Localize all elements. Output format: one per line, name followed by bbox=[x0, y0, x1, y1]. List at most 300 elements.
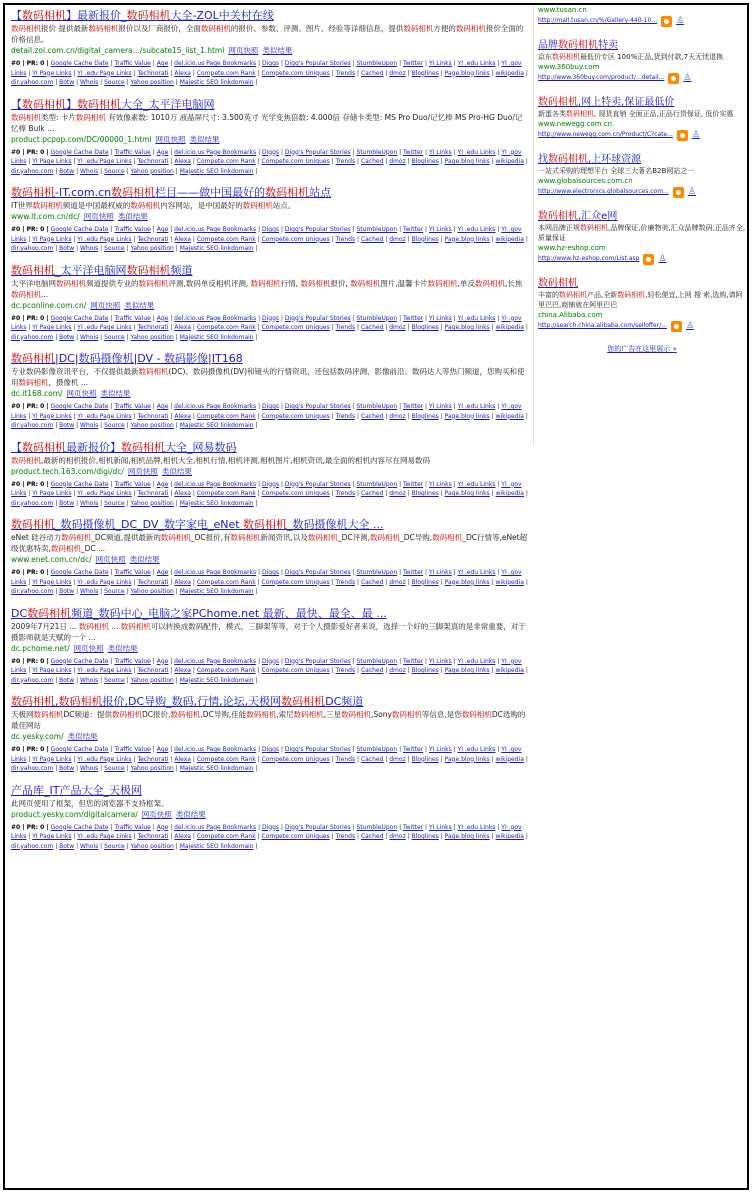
seo-metric-link[interactable]: Twitter bbox=[403, 823, 424, 831]
seo-metric-link[interactable]: Whois bbox=[80, 79, 99, 86]
seo-metric-link[interactable]: dmoz bbox=[389, 235, 406, 243]
seo-metric-link[interactable]: Yahoo position bbox=[130, 245, 174, 252]
seo-metric-link[interactable]: YI Links bbox=[428, 569, 452, 576]
seo-metric-link[interactable]: YI Page Links bbox=[32, 833, 72, 840]
result-title-link[interactable]: 【数码相机】数码相机大全_太平洋电脑网 bbox=[11, 97, 215, 111]
seo-metric-link[interactable]: Cached bbox=[360, 667, 384, 674]
result-cache-link[interactable]: 类似结果 bbox=[175, 809, 206, 819]
rss-icon[interactable] bbox=[673, 187, 684, 198]
seo-metric-link[interactable]: Majestic SEO linkdomain bbox=[179, 167, 254, 175]
seo-metric-link[interactable]: Twitter bbox=[403, 314, 424, 322]
seo-metric-link[interactable]: YI .edu Links bbox=[457, 480, 496, 488]
seo-metric-link[interactable]: Google Cache Date bbox=[50, 403, 109, 410]
seo-metric-link[interactable]: del.icio.us Page Bookmarks bbox=[174, 746, 257, 753]
seo-metric-link[interactable]: wikipedia bbox=[495, 235, 524, 243]
seo-metric-link[interactable]: Twitter bbox=[403, 569, 424, 576]
person-icon[interactable]: ♙ bbox=[691, 130, 700, 140]
seo-metric-link[interactable]: Twitter bbox=[403, 746, 424, 753]
seo-metric-link[interactable]: Alexa bbox=[174, 578, 191, 586]
seo-metric-link[interactable]: YI .gov Links bbox=[11, 569, 522, 586]
person-icon[interactable]: ♙ bbox=[676, 16, 685, 26]
seo-metric-link[interactable]: Majestic SEO linkdomain bbox=[179, 842, 254, 850]
seo-metric-link[interactable]: Compete.com Uniques bbox=[261, 235, 330, 243]
seo-metric-link[interactable]: Botw bbox=[59, 79, 75, 86]
seo-metric-link[interactable]: Source bbox=[104, 499, 125, 507]
seo-metric-link[interactable]: YI .gov Links bbox=[11, 60, 522, 77]
seo-metric-link[interactable]: YI .edu Links bbox=[457, 657, 496, 665]
seo-metric-link[interactable]: Majestic SEO linkdomain bbox=[179, 499, 254, 507]
seo-metric-link[interactable]: YI Page Links bbox=[32, 578, 72, 586]
result-title-link[interactable]: 数码相机,数码相机报价,DC导购_数码,行情,论坛,天极网数码相机DC频道 bbox=[11, 695, 364, 708]
seo-metric-link[interactable]: Bloglines bbox=[411, 324, 439, 331]
seo-metric-link[interactable]: YI Links bbox=[428, 480, 452, 488]
seo-metric-link[interactable]: del.icio.us Page Bookmarks bbox=[174, 403, 257, 410]
person-icon[interactable]: ♙ bbox=[683, 73, 692, 83]
seo-metric-link[interactable]: Traffic Value bbox=[114, 480, 151, 488]
seo-metric-link[interactable]: Page.blog links bbox=[444, 235, 490, 243]
ad-target-url[interactable]: http://www.electronics.globalsources.com... bbox=[538, 188, 669, 195]
seo-metric-link[interactable]: Age bbox=[156, 480, 169, 488]
seo-metric-link[interactable]: dmoz bbox=[389, 158, 406, 165]
seo-metric-link[interactable]: YI .gov Links bbox=[11, 403, 522, 420]
rss-icon[interactable] bbox=[677, 130, 688, 141]
seo-metric-link[interactable]: StumbleUpon bbox=[356, 657, 398, 665]
seo-metric-link[interactable]: Age bbox=[156, 226, 169, 233]
seo-metric-link[interactable]: Trends bbox=[335, 412, 356, 420]
seo-metric-link[interactable]: dir.yahoo.com bbox=[11, 765, 54, 772]
seo-metric-link[interactable]: del.icio.us Page Bookmarks bbox=[174, 148, 257, 156]
seo-metric-link[interactable]: Traffic Value bbox=[114, 226, 151, 233]
ad-title-link[interactable]: 数码相机,汇众e网 bbox=[538, 211, 618, 222]
seo-metric-link[interactable]: Cached bbox=[360, 755, 384, 763]
seo-metric-link[interactable]: YI Page Links bbox=[32, 324, 72, 331]
seo-metric-link[interactable]: dmoz bbox=[389, 833, 406, 840]
seo-metric-link[interactable]: YI .edu Links bbox=[457, 746, 496, 753]
seo-metric-link[interactable]: Compete.com Uniques bbox=[261, 667, 330, 674]
result-cache-link[interactable]: 类似结果 bbox=[262, 46, 293, 55]
seo-metric-link[interactable]: Source bbox=[104, 422, 125, 429]
result-cache-link[interactable]: 类似结果 bbox=[129, 555, 160, 564]
ad-title-link[interactable]: 数码相机 bbox=[538, 278, 578, 289]
seo-metric-link[interactable]: Alexa bbox=[174, 235, 191, 243]
seo-metric-link[interactable]: dir.yahoo.com bbox=[11, 676, 54, 684]
seo-metric-link[interactable]: Trends bbox=[335, 578, 356, 586]
seo-metric-link[interactable]: YI .edu Page Links bbox=[77, 755, 132, 763]
seo-metric-link[interactable]: Compete.com Rank bbox=[196, 833, 256, 840]
seo-metric-link[interactable]: Compete.com Uniques bbox=[261, 578, 330, 586]
seo-metric-link[interactable]: Digg's Popular Stories bbox=[284, 823, 351, 831]
seo-metric-link[interactable]: Alexa bbox=[174, 667, 191, 674]
seo-metric-link[interactable]: YI .gov Links bbox=[11, 226, 522, 243]
seo-metric-link[interactable]: YI .edu Page Links bbox=[77, 578, 132, 586]
seo-metric-link[interactable]: Age bbox=[156, 746, 169, 753]
seo-metric-link[interactable]: Page.blog links bbox=[444, 412, 490, 420]
seo-metric-link[interactable]: Compete.com Uniques bbox=[261, 833, 330, 840]
ad-target-url[interactable]: http://search.china.alibaba.com/selloffer/... bbox=[538, 322, 667, 329]
seo-metric-link[interactable]: Digg's Popular Stories bbox=[284, 226, 351, 233]
seo-metric-link[interactable]: Digg's Popular Stories bbox=[284, 148, 351, 156]
seo-metric-link[interactable]: YI .edu Page Links bbox=[77, 412, 132, 420]
result-title-link[interactable]: 【数码相机】最新报价_数码相机大全-ZOL中关村在线 bbox=[11, 9, 274, 22]
seo-metric-link[interactable]: Whois bbox=[80, 333, 99, 341]
seo-metric-link[interactable]: YI Links bbox=[428, 314, 452, 322]
result-cache-link[interactable]: 类似结果 bbox=[124, 300, 155, 310]
seo-metric-link[interactable]: Bloglines bbox=[411, 69, 439, 77]
seo-metric-link[interactable]: Compete.com Uniques bbox=[261, 755, 330, 763]
seo-metric-link[interactable]: Technorati bbox=[137, 667, 169, 674]
seo-metric-link[interactable]: Diggs bbox=[262, 60, 280, 67]
result-cache-link[interactable]: 网页快照 bbox=[73, 643, 104, 653]
result-title-link[interactable]: 数码相机_数码摄像机_DC_DV_数字家电_eNet 数码相机_数码摄像机大全 ... bbox=[11, 518, 384, 531]
seo-metric-link[interactable]: StumbleUpon bbox=[356, 480, 398, 488]
seo-metric-link[interactable]: dmoz bbox=[389, 578, 406, 586]
seo-metric-link[interactable]: Whois bbox=[80, 765, 99, 772]
seo-metric-link[interactable]: StumbleUpon bbox=[356, 746, 398, 753]
seo-metric-link[interactable]: YI Links bbox=[428, 148, 452, 156]
seo-metric-link[interactable]: Cached bbox=[360, 324, 384, 331]
seo-metric-link[interactable]: Source bbox=[104, 588, 125, 595]
result-cache-link[interactable]: 网页快照 bbox=[95, 555, 126, 564]
seo-metric-link[interactable]: Alexa bbox=[174, 833, 191, 840]
ad-target-link[interactable] bbox=[538, 129, 746, 141]
seo-metric-link[interactable]: Traffic Value bbox=[114, 657, 151, 665]
seo-metric-link[interactable]: YI .gov Links bbox=[11, 657, 522, 674]
seo-metric-link[interactable]: Yahoo position bbox=[130, 765, 174, 772]
seo-metric-link[interactable]: Google Cache Date bbox=[50, 657, 109, 665]
result-cache-link[interactable]: 网页快照 bbox=[127, 466, 158, 476]
seo-metric-link[interactable]: dmoz bbox=[389, 324, 406, 331]
seo-metric-link[interactable]: Compete.com Rank bbox=[196, 578, 256, 586]
seo-metric-link[interactable]: StumbleUpon bbox=[356, 314, 398, 322]
seo-metric-link[interactable]: Botw bbox=[59, 499, 75, 507]
ad-target-link[interactable] bbox=[538, 15, 746, 27]
result-title-link[interactable]: DC数码相机频道_数码中心_电脑之家PChome.net 最新、最快、最全、最 ... bbox=[11, 606, 387, 620]
seo-metric-link[interactable]: Page.blog links bbox=[444, 490, 490, 497]
seo-metric-link[interactable]: YI Page Links bbox=[32, 755, 72, 763]
seo-metric-link[interactable]: Compete.com Uniques bbox=[261, 490, 330, 497]
seo-metric-link[interactable]: YI .edu Page Links bbox=[77, 235, 132, 243]
seo-metric-link[interactable]: YI Page Links bbox=[32, 158, 72, 165]
seo-metric-link[interactable]: Diggs bbox=[262, 314, 280, 322]
seo-metric-link[interactable]: Whois bbox=[80, 422, 99, 429]
seo-metric-link[interactable]: del.icio.us Page Bookmarks bbox=[174, 657, 257, 665]
seo-metric-link[interactable]: Majestic SEO linkdomain bbox=[179, 588, 254, 595]
seo-metric-link[interactable]: Technorati bbox=[137, 158, 169, 165]
seo-metric-link[interactable]: Twitter bbox=[403, 480, 424, 488]
seo-metric-link[interactable]: Alexa bbox=[174, 412, 191, 420]
seo-metric-link[interactable]: Technorati bbox=[137, 755, 169, 763]
seo-metric-link[interactable]: YI .edu Links bbox=[457, 403, 496, 410]
seo-metric-link[interactable]: Trends bbox=[335, 833, 356, 840]
result-title-link[interactable]: 产品库_IT产品大全_天极网 bbox=[11, 783, 142, 797]
result-title-link[interactable]: 数码相机_太平洋电脑网数码相机频道 bbox=[11, 263, 193, 277]
seo-metric-link[interactable]: YI .gov Links bbox=[11, 823, 522, 840]
seo-metric-link[interactable]: Technorati bbox=[137, 833, 169, 840]
ad-target-url[interactable]: http://www.hz-eshop.com/List.asp bbox=[538, 255, 640, 262]
seo-metric-link[interactable]: Digg's Popular Stories bbox=[284, 314, 351, 322]
seo-metric-link[interactable]: Compete.com Rank bbox=[196, 667, 256, 674]
seo-metric-link[interactable]: Botw bbox=[59, 676, 75, 684]
result-cache-link[interactable]: 类似结果 bbox=[67, 732, 98, 741]
seo-metric-link[interactable]: Majestic SEO linkdomain bbox=[179, 765, 254, 772]
seo-metric-link[interactable]: wikipedia bbox=[495, 667, 524, 674]
seo-metric-link[interactable]: Bloglines bbox=[411, 578, 439, 586]
seo-metric-link[interactable]: YI .edu Links bbox=[457, 823, 496, 831]
ad-target-link[interactable] bbox=[538, 320, 746, 332]
seo-metric-link[interactable]: Traffic Value bbox=[114, 569, 151, 576]
seo-metric-link[interactable]: Age bbox=[156, 403, 169, 410]
seo-metric-link[interactable]: Compete.com Uniques bbox=[261, 412, 330, 420]
ad-title-link[interactable]: 数码相机,网上特卖,保证最低价 bbox=[538, 97, 675, 108]
seo-metric-link[interactable]: Whois bbox=[80, 167, 99, 175]
seo-metric-link[interactable]: dir.yahoo.com bbox=[11, 333, 54, 341]
seo-metric-link[interactable]: Page.blog links bbox=[444, 578, 490, 586]
seo-metric-link[interactable]: Yahoo position bbox=[130, 333, 174, 341]
result-cache-link[interactable]: 网页快照 bbox=[66, 389, 97, 398]
seo-metric-link[interactable]: dmoz bbox=[389, 69, 406, 77]
seo-metric-link[interactable]: YI Links bbox=[428, 823, 452, 831]
seo-metric-link[interactable]: dir.yahoo.com bbox=[11, 79, 54, 86]
seo-metric-link[interactable]: Google Cache Date bbox=[50, 60, 109, 67]
result-cache-link[interactable]: 网页快照 bbox=[83, 212, 114, 221]
seo-metric-link[interactable]: Whois bbox=[80, 499, 99, 507]
seo-metric-link[interactable]: Digg's Popular Stories bbox=[284, 569, 351, 576]
seo-metric-link[interactable]: wikipedia bbox=[495, 412, 524, 420]
seo-metric-link[interactable]: Botw bbox=[59, 842, 75, 850]
seo-metric-link[interactable]: YI .edu Links bbox=[457, 569, 496, 576]
seo-metric-link[interactable]: Age bbox=[156, 60, 169, 67]
seo-metric-link[interactable]: Trends bbox=[335, 158, 356, 165]
seo-metric-link[interactable]: Majestic SEO linkdomain bbox=[179, 422, 254, 429]
seo-metric-link[interactable]: YI .edu Page Links bbox=[77, 158, 132, 165]
person-icon[interactable]: ♙ bbox=[685, 321, 695, 331]
seo-metric-link[interactable]: Bloglines bbox=[411, 412, 439, 420]
seo-metric-link[interactable]: Technorati bbox=[137, 412, 169, 420]
ad-target-url[interactable]: http://www.360buy.com/product/...detail... bbox=[538, 74, 665, 81]
seo-metric-link[interactable]: Page.blog links bbox=[444, 833, 490, 840]
seo-metric-link[interactable]: Diggs bbox=[262, 823, 280, 831]
seo-metric-link[interactable]: Cached bbox=[360, 235, 384, 243]
seo-metric-link[interactable]: Whois bbox=[80, 676, 99, 684]
seo-metric-link[interactable]: Diggs bbox=[262, 480, 280, 488]
seo-metric-link[interactable]: Page.blog links bbox=[444, 158, 490, 165]
rss-icon[interactable] bbox=[668, 73, 679, 84]
seo-metric-link[interactable]: del.icio.us Page Bookmarks bbox=[174, 569, 257, 576]
ad-target-link[interactable] bbox=[538, 186, 746, 198]
seo-metric-link[interactable]: Cached bbox=[360, 578, 384, 586]
seo-metric-link[interactable]: Source bbox=[104, 842, 125, 850]
ad-target-url[interactable]: http://www.newegg.com.cn/Product/C?cate... bbox=[538, 131, 673, 138]
seo-metric-link[interactable]: Diggs bbox=[262, 403, 280, 410]
seo-metric-link[interactable]: dir.yahoo.com bbox=[11, 499, 54, 507]
seo-metric-link[interactable]: Trends bbox=[335, 235, 356, 243]
seo-metric-link[interactable]: Alexa bbox=[174, 490, 191, 497]
seo-metric-link[interactable]: del.icio.us Page Bookmarks bbox=[174, 480, 257, 488]
seo-metric-link[interactable]: YI Links bbox=[428, 403, 452, 410]
seo-metric-link[interactable]: Traffic Value bbox=[114, 403, 151, 410]
seo-metric-link[interactable]: dir.yahoo.com bbox=[11, 588, 54, 595]
result-cache-link[interactable]: 类似结果 bbox=[161, 466, 192, 476]
ad-target-link[interactable] bbox=[538, 253, 746, 265]
seo-metric-link[interactable]: Yahoo position bbox=[130, 167, 174, 175]
seo-metric-link[interactable]: Digg's Popular Stories bbox=[284, 403, 351, 410]
seo-metric-link[interactable]: Whois bbox=[80, 842, 99, 850]
seo-metric-link[interactable]: Botw bbox=[59, 422, 75, 429]
seo-metric-link[interactable]: Compete.com Rank bbox=[196, 490, 256, 497]
seo-metric-link[interactable]: wikipedia bbox=[495, 755, 524, 763]
seo-metric-link[interactable]: Trends bbox=[335, 490, 356, 497]
seo-metric-link[interactable]: dmoz bbox=[389, 667, 406, 674]
seo-metric-link[interactable]: Cached bbox=[360, 158, 384, 165]
seo-metric-link[interactable]: YI .edu Page Links bbox=[77, 324, 132, 331]
seo-metric-link[interactable]: del.icio.us Page Bookmarks bbox=[174, 314, 257, 322]
seo-metric-link[interactable]: Yahoo position bbox=[130, 499, 174, 507]
seo-metric-link[interactable]: Compete.com Rank bbox=[196, 755, 256, 763]
seo-metric-link[interactable]: StumbleUpon bbox=[356, 226, 398, 233]
seo-metric-link[interactable]: Digg's Popular Stories bbox=[284, 60, 351, 67]
seo-metric-link[interactable]: YI .gov Links bbox=[11, 480, 522, 497]
seo-metric-link[interactable]: Age bbox=[156, 148, 169, 156]
seo-metric-link[interactable]: Cached bbox=[360, 69, 384, 77]
seo-metric-link[interactable]: dmoz bbox=[389, 755, 406, 763]
seo-metric-link[interactable]: Alexa bbox=[174, 158, 191, 165]
seo-metric-link[interactable]: Botw bbox=[59, 765, 75, 772]
person-icon[interactable]: ♙ bbox=[658, 254, 667, 264]
seo-metric-link[interactable]: YI .edu Links bbox=[457, 60, 496, 67]
seo-metric-link[interactable]: Trends bbox=[335, 755, 356, 763]
seo-metric-link[interactable]: Trends bbox=[335, 324, 356, 331]
seo-metric-link[interactable]: wikipedia bbox=[495, 69, 524, 77]
seo-metric-link[interactable]: YI .gov Links bbox=[11, 746, 522, 763]
seo-metric-link[interactable]: Source bbox=[104, 245, 125, 252]
result-cache-link[interactable]: 网页快照 bbox=[90, 300, 121, 310]
seo-metric-link[interactable]: dmoz bbox=[389, 490, 406, 497]
seo-metric-link[interactable]: Traffic Value bbox=[114, 823, 151, 831]
seo-metric-link[interactable]: StumbleUpon bbox=[356, 60, 398, 67]
seo-metric-link[interactable]: del.icio.us Page Bookmarks bbox=[174, 226, 257, 233]
seo-metric-link[interactable]: Twitter bbox=[403, 657, 424, 665]
seo-metric-link[interactable]: Google Cache Date bbox=[50, 314, 109, 322]
seo-metric-link[interactable]: Majestic SEO linkdomain bbox=[179, 245, 254, 252]
seo-metric-link[interactable]: del.icio.us Page Bookmarks bbox=[174, 60, 257, 67]
seo-metric-link[interactable]: YI Page Links bbox=[32, 667, 72, 674]
seo-metric-link[interactable]: YI .edu Page Links bbox=[77, 667, 132, 674]
seo-metric-link[interactable]: dir.yahoo.com bbox=[11, 842, 54, 850]
seo-metric-link[interactable]: Age bbox=[156, 823, 169, 831]
seo-metric-link[interactable]: YI .edu Page Links bbox=[77, 69, 132, 77]
ad-title-link[interactable]: 找数码相机,上环球资源 bbox=[538, 154, 642, 165]
seo-metric-link[interactable]: Technorati bbox=[137, 69, 169, 77]
seo-metric-link[interactable]: YI Links bbox=[428, 60, 452, 67]
seo-metric-link[interactable]: Source bbox=[104, 79, 125, 86]
seo-metric-link[interactable]: Botw bbox=[59, 588, 75, 595]
seo-metric-link[interactable]: dmoz bbox=[389, 412, 406, 420]
ad-target-url[interactable]: http://mall.tusan.cn/%/Gallery-440-10... bbox=[538, 17, 658, 24]
seo-metric-link[interactable]: Alexa bbox=[174, 755, 191, 763]
person-icon[interactable]: ♙ bbox=[687, 187, 696, 197]
seo-metric-link[interactable]: Page.blog links bbox=[444, 324, 490, 331]
seo-metric-link[interactable]: Traffic Value bbox=[114, 148, 151, 156]
ads-more-link[interactable]: 您的广告在这里展示 » bbox=[607, 345, 677, 353]
seo-metric-link[interactable]: wikipedia bbox=[495, 490, 524, 497]
seo-metric-link[interactable]: wikipedia bbox=[495, 158, 524, 165]
seo-metric-link[interactable]: YI .gov Links bbox=[11, 314, 522, 331]
seo-metric-link[interactable]: YI .gov Links bbox=[11, 148, 522, 165]
seo-metric-link[interactable]: Source bbox=[104, 167, 125, 175]
seo-metric-link[interactable]: Bloglines bbox=[411, 235, 439, 243]
seo-metric-link[interactable]: Digg's Popular Stories bbox=[284, 746, 351, 753]
seo-metric-link[interactable]: YI .edu Links bbox=[457, 314, 496, 322]
seo-metric-link[interactable]: Diggs bbox=[262, 569, 280, 576]
seo-metric-link[interactable]: YI Page Links bbox=[32, 69, 72, 77]
seo-metric-link[interactable]: Page.blog links bbox=[444, 755, 490, 763]
seo-metric-link[interactable]: Alexa bbox=[174, 69, 191, 77]
seo-metric-link[interactable]: StumbleUpon bbox=[356, 148, 398, 156]
seo-metric-link[interactable]: YI .edu Page Links bbox=[77, 490, 132, 497]
seo-metric-link[interactable]: YI Page Links bbox=[32, 412, 72, 420]
seo-metric-link[interactable]: StumbleUpon bbox=[356, 823, 398, 831]
rss-icon[interactable] bbox=[661, 16, 672, 27]
ad-title-link[interactable]: 品牌数码相机特卖 bbox=[538, 40, 618, 51]
seo-metric-link[interactable]: Trends bbox=[335, 667, 356, 674]
result-cache-link[interactable]: 网页快照 bbox=[141, 809, 172, 819]
seo-metric-link[interactable]: wikipedia bbox=[495, 833, 524, 840]
ad-target-link[interactable] bbox=[538, 72, 746, 84]
seo-metric-link[interactable]: Source bbox=[104, 765, 125, 772]
seo-metric-link[interactable]: Traffic Value bbox=[114, 60, 151, 67]
seo-metric-link[interactable]: Majestic SEO linkdomain bbox=[179, 676, 254, 684]
seo-metric-link[interactable]: Age bbox=[156, 314, 169, 322]
seo-metric-link[interactable]: Google Cache Date bbox=[50, 746, 109, 753]
rss-icon[interactable] bbox=[643, 254, 654, 265]
seo-metric-link[interactable]: Diggs bbox=[262, 226, 280, 233]
seo-metric-link[interactable]: YI Page Links bbox=[32, 235, 72, 243]
seo-metric-link[interactable]: Diggs bbox=[262, 657, 280, 665]
result-cache-link[interactable]: 网页快照 bbox=[155, 134, 186, 144]
seo-metric-link[interactable]: Traffic Value bbox=[114, 746, 151, 753]
seo-metric-link[interactable]: Google Cache Date bbox=[50, 148, 109, 156]
seo-metric-link[interactable]: YI .edu Page Links bbox=[77, 833, 132, 840]
seo-metric-link[interactable]: Age bbox=[156, 569, 169, 576]
seo-metric-link[interactable]: YI Page Links bbox=[32, 490, 72, 497]
seo-metric-link[interactable]: Page.blog links bbox=[444, 69, 490, 77]
seo-metric-link[interactable]: Bloglines bbox=[411, 158, 439, 165]
seo-metric-link[interactable]: Twitter bbox=[403, 148, 424, 156]
seo-metric-link[interactable]: Diggs bbox=[262, 746, 280, 753]
seo-metric-link[interactable]: YI .edu Links bbox=[457, 148, 496, 156]
seo-metric-link[interactable]: Age bbox=[156, 657, 169, 665]
seo-metric-link[interactable]: Bloglines bbox=[411, 490, 439, 497]
seo-metric-link[interactable]: Technorati bbox=[137, 490, 169, 497]
seo-metric-link[interactable]: Twitter bbox=[403, 60, 424, 67]
seo-metric-link[interactable]: Cached bbox=[360, 490, 384, 497]
seo-metric-link[interactable]: Bloglines bbox=[411, 755, 439, 763]
seo-metric-link[interactable]: Technorati bbox=[137, 235, 169, 243]
result-cache-link[interactable]: 类似结果 bbox=[100, 389, 131, 398]
seo-metric-link[interactable]: Compete.com Uniques bbox=[261, 69, 330, 77]
seo-metric-link[interactable]: Source bbox=[104, 676, 125, 684]
seo-metric-link[interactable]: Majestic SEO linkdomain bbox=[179, 333, 254, 341]
seo-metric-link[interactable]: Yahoo position bbox=[130, 676, 174, 684]
result-title-link[interactable]: 数码相机|DC|数码摄像机|DV - 数码影像|IT168 bbox=[11, 352, 243, 365]
seo-metric-link[interactable]: Digg's Popular Stories bbox=[284, 657, 351, 665]
seo-metric-link[interactable]: Botw bbox=[59, 333, 75, 341]
seo-metric-link[interactable]: Page.blog links bbox=[444, 667, 490, 674]
seo-metric-link[interactable]: Traffic Value bbox=[114, 314, 151, 322]
seo-metric-link[interactable]: del.icio.us Page Bookmarks bbox=[174, 823, 257, 831]
seo-metric-link[interactable]: Cached bbox=[360, 412, 384, 420]
seo-metric-link[interactable]: Compete.com Uniques bbox=[261, 158, 330, 165]
